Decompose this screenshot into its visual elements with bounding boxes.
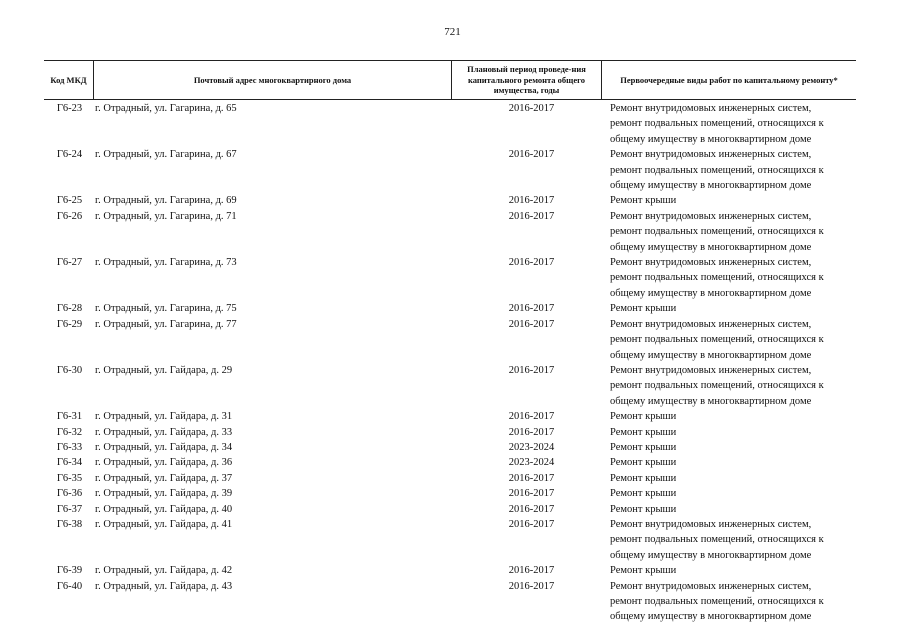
table-row xyxy=(44,579,856,625)
row-works-line: Ремонт внутридомовых инженерных систем, xyxy=(610,257,812,269)
row-address: г. Отрадный, ул. Гайдара, д. 40 xyxy=(95,503,233,515)
row-works-line: Ремонт крыши xyxy=(610,565,677,577)
row-works-line: Ремонт крыши xyxy=(610,503,677,515)
table-body xyxy=(44,101,856,625)
row-address: г. Отрадный, ул. Гагарина, д. 65 xyxy=(95,103,237,114)
table-row xyxy=(44,209,856,255)
header-code: Код МКД xyxy=(50,74,87,85)
table-row xyxy=(44,486,856,501)
row-code: Г6-27 xyxy=(56,257,83,269)
row-code: Г6-34 xyxy=(56,457,83,469)
header-period: Плановый период проведе-ния капитального ремонта общего имущества, годы xyxy=(451,61,601,99)
row-works xyxy=(610,209,856,255)
row-code: Г6-25 xyxy=(56,195,83,207)
row-works-line: Ремонт крыши xyxy=(610,195,677,207)
row-works-line: ремонт подвальных помещений, относящихся к xyxy=(610,164,824,176)
row-code: Г6-29 xyxy=(56,318,83,330)
row-works xyxy=(610,317,856,363)
row-period: 2016-2017 xyxy=(508,411,555,423)
table-row xyxy=(44,101,856,147)
row-address: г. Отрадный, ул. Гагарина, д. 69 xyxy=(95,195,237,207)
table-row xyxy=(44,301,856,316)
row-works-line: общему имуществу в многоквартирном доме xyxy=(610,133,812,145)
row-period: 2016-2017 xyxy=(508,503,555,515)
row-works-line: ремонт подвальных помещений, относящихся к xyxy=(610,226,824,238)
row-works xyxy=(610,563,856,578)
row-works-line: Ремонт крыши xyxy=(610,303,677,315)
row-address: г. Отрадный, ул. Гайдара, д. 43 xyxy=(95,580,233,592)
row-address: г. Отрадный, ул. Гайдара, д. 33 xyxy=(95,426,233,438)
row-works-line: общему имуществу в многоквартирном доме xyxy=(610,180,812,192)
row-period: 2016-2017 xyxy=(508,565,555,577)
table-row xyxy=(44,455,856,470)
row-works xyxy=(610,101,856,147)
row-works-line: Ремонт крыши xyxy=(610,488,677,500)
row-works-line: ремонт подвальных помещений, относящихся к xyxy=(610,380,824,392)
row-works xyxy=(610,455,856,470)
row-address: г. Отрадный, ул. Гагарина, д. 67 xyxy=(95,149,237,161)
row-works-line: ремонт подвальных помещений, относящихся к xyxy=(610,596,824,607)
row-address: г. Отрадный, ул. Гагарина, д. 73 xyxy=(95,257,237,269)
table-row xyxy=(44,471,856,486)
row-works-line: Ремонт внутридомовых инженерных систем, xyxy=(610,103,812,114)
row-address: г. Отрадный, ул. Гайдара, д. 34 xyxy=(95,441,233,453)
row-works-line: общему имуществу в многоквартирном доме xyxy=(610,287,812,299)
row-works xyxy=(610,440,856,455)
row-works xyxy=(610,301,856,316)
row-code: Г6-38 xyxy=(56,518,83,530)
row-works-line: Ремонт внутридомовых инженерных систем, xyxy=(610,364,812,376)
row-address: г. Отрадный, ул. Гайдара, д. 29 xyxy=(95,364,233,376)
row-works-line: общему имуществу в многоквартирном доме xyxy=(610,549,812,561)
row-works xyxy=(610,409,856,424)
row-address: г. Отрадный, ул. Гагарина, д. 77 xyxy=(95,318,237,330)
row-works xyxy=(610,425,856,440)
row-works xyxy=(610,255,856,301)
row-period: 2016-2017 xyxy=(508,210,555,222)
row-code: Г6-39 xyxy=(56,565,83,577)
header-works: Первоочередные виды работ по капитальному ремонту* xyxy=(601,61,856,99)
row-code: Г6-36 xyxy=(56,488,83,500)
row-works-line: Ремонт внутридомовых инженерных систем, xyxy=(610,580,812,592)
row-works-line: ремонт подвальных помещений, относящихся к xyxy=(610,334,824,346)
row-address: г. Отрадный, ул. Гайдара, д. 31 xyxy=(95,411,233,423)
row-works-line: ремонт подвальных помещений, относящихся к xyxy=(610,534,824,546)
table-header xyxy=(44,60,856,100)
row-code: Г6-23 xyxy=(56,103,83,114)
row-address: г. Отрадный, ул. Гайдара, д. 37 xyxy=(95,472,233,484)
row-works xyxy=(610,517,856,563)
page-number: 721 xyxy=(444,26,461,38)
table-row xyxy=(44,255,856,301)
row-works xyxy=(610,193,856,208)
row-works-line: Ремонт крыши xyxy=(610,441,677,453)
row-code: Г6-33 xyxy=(56,441,83,453)
row-code: Г6-31 xyxy=(56,411,83,423)
table-row xyxy=(44,563,856,578)
row-code: Г6-26 xyxy=(56,210,83,222)
row-period: 2016-2017 xyxy=(508,472,555,484)
row-address: г. Отрадный, ул. Гайдара, д. 39 xyxy=(95,488,233,500)
row-address: г. Отрадный, ул. Гагарина, д. 75 xyxy=(95,303,237,315)
row-period: 2023-2024 xyxy=(508,441,555,453)
table-row xyxy=(44,440,856,455)
row-works-line: ремонт подвальных помещений, относящихся к xyxy=(610,272,824,284)
row-address: г. Отрадный, ул. Гагарина, д. 71 xyxy=(95,210,237,222)
row-works-line: ремонт подвальных помещений, относящихся к xyxy=(610,118,824,130)
row-works-line: общему имуществу в многоквартирном доме xyxy=(610,241,812,253)
row-works-line: Ремонт крыши xyxy=(610,426,677,438)
row-period: 2016-2017 xyxy=(508,518,555,530)
table-row xyxy=(44,502,856,517)
row-code: Г6-28 xyxy=(56,303,83,315)
row-works xyxy=(610,363,856,409)
row-works xyxy=(610,579,856,625)
table-row xyxy=(44,193,856,208)
row-works-line: Ремонт крыши xyxy=(610,472,677,484)
row-period: 2016-2017 xyxy=(508,149,555,161)
row-address: г. Отрадный, ул. Гайдара, д. 41 xyxy=(95,518,233,530)
table-row xyxy=(44,363,856,409)
row-address: г. Отрадный, ул. Гайдара, д. 36 xyxy=(95,457,233,469)
table-row xyxy=(44,425,856,440)
row-works xyxy=(610,486,856,501)
row-works-line: общему имуществу в многоквартирном доме xyxy=(610,349,812,361)
row-works xyxy=(610,147,856,193)
row-period: 2016-2017 xyxy=(508,318,555,330)
row-period: 2016-2017 xyxy=(508,303,555,315)
row-code: Г6-24 xyxy=(56,149,83,161)
table-row xyxy=(44,409,856,424)
row-period: 2016-2017 xyxy=(508,257,555,269)
row-code: Г6-30 xyxy=(56,364,83,376)
row-period: 2016-2017 xyxy=(508,580,555,592)
row-works-line: Ремонт внутридомовых инженерных систем, xyxy=(610,518,812,530)
row-period: 2016-2017 xyxy=(508,364,555,376)
row-period: 2016-2017 xyxy=(508,103,555,114)
row-works-line: общему имуществу в многоквартирном доме xyxy=(610,395,812,407)
row-address: г. Отрадный, ул. Гайдара, д. 42 xyxy=(95,565,233,577)
row-period: 2016-2017 xyxy=(508,426,555,438)
row-works-line: Ремонт крыши xyxy=(610,411,677,423)
row-works-line: Ремонт крыши xyxy=(610,457,677,469)
row-period: 2016-2017 xyxy=(508,195,555,207)
table-row xyxy=(44,317,856,363)
row-works-line: Ремонт внутридомовых инженерных систем, xyxy=(610,210,812,222)
row-code: Г6-40 xyxy=(56,580,83,592)
row-code: Г6-37 xyxy=(56,503,83,515)
row-code: Г6-35 xyxy=(56,472,83,484)
header-address: Почтовый адрес многоквартирного дома xyxy=(93,61,451,99)
row-works-line: Ремонт внутридомовых инженерных систем, xyxy=(610,149,812,161)
table-row xyxy=(44,517,856,563)
row-period: 2016-2017 xyxy=(508,488,555,500)
table-row xyxy=(44,147,856,193)
row-period: 2023-2024 xyxy=(508,457,555,469)
row-works-line: Ремонт внутридомовых инженерных систем, xyxy=(610,318,812,330)
row-works-line: общему имуществу в многоквартирном доме xyxy=(610,611,812,623)
row-code: Г6-32 xyxy=(56,426,83,438)
row-works xyxy=(610,502,856,517)
row-works xyxy=(610,471,856,486)
